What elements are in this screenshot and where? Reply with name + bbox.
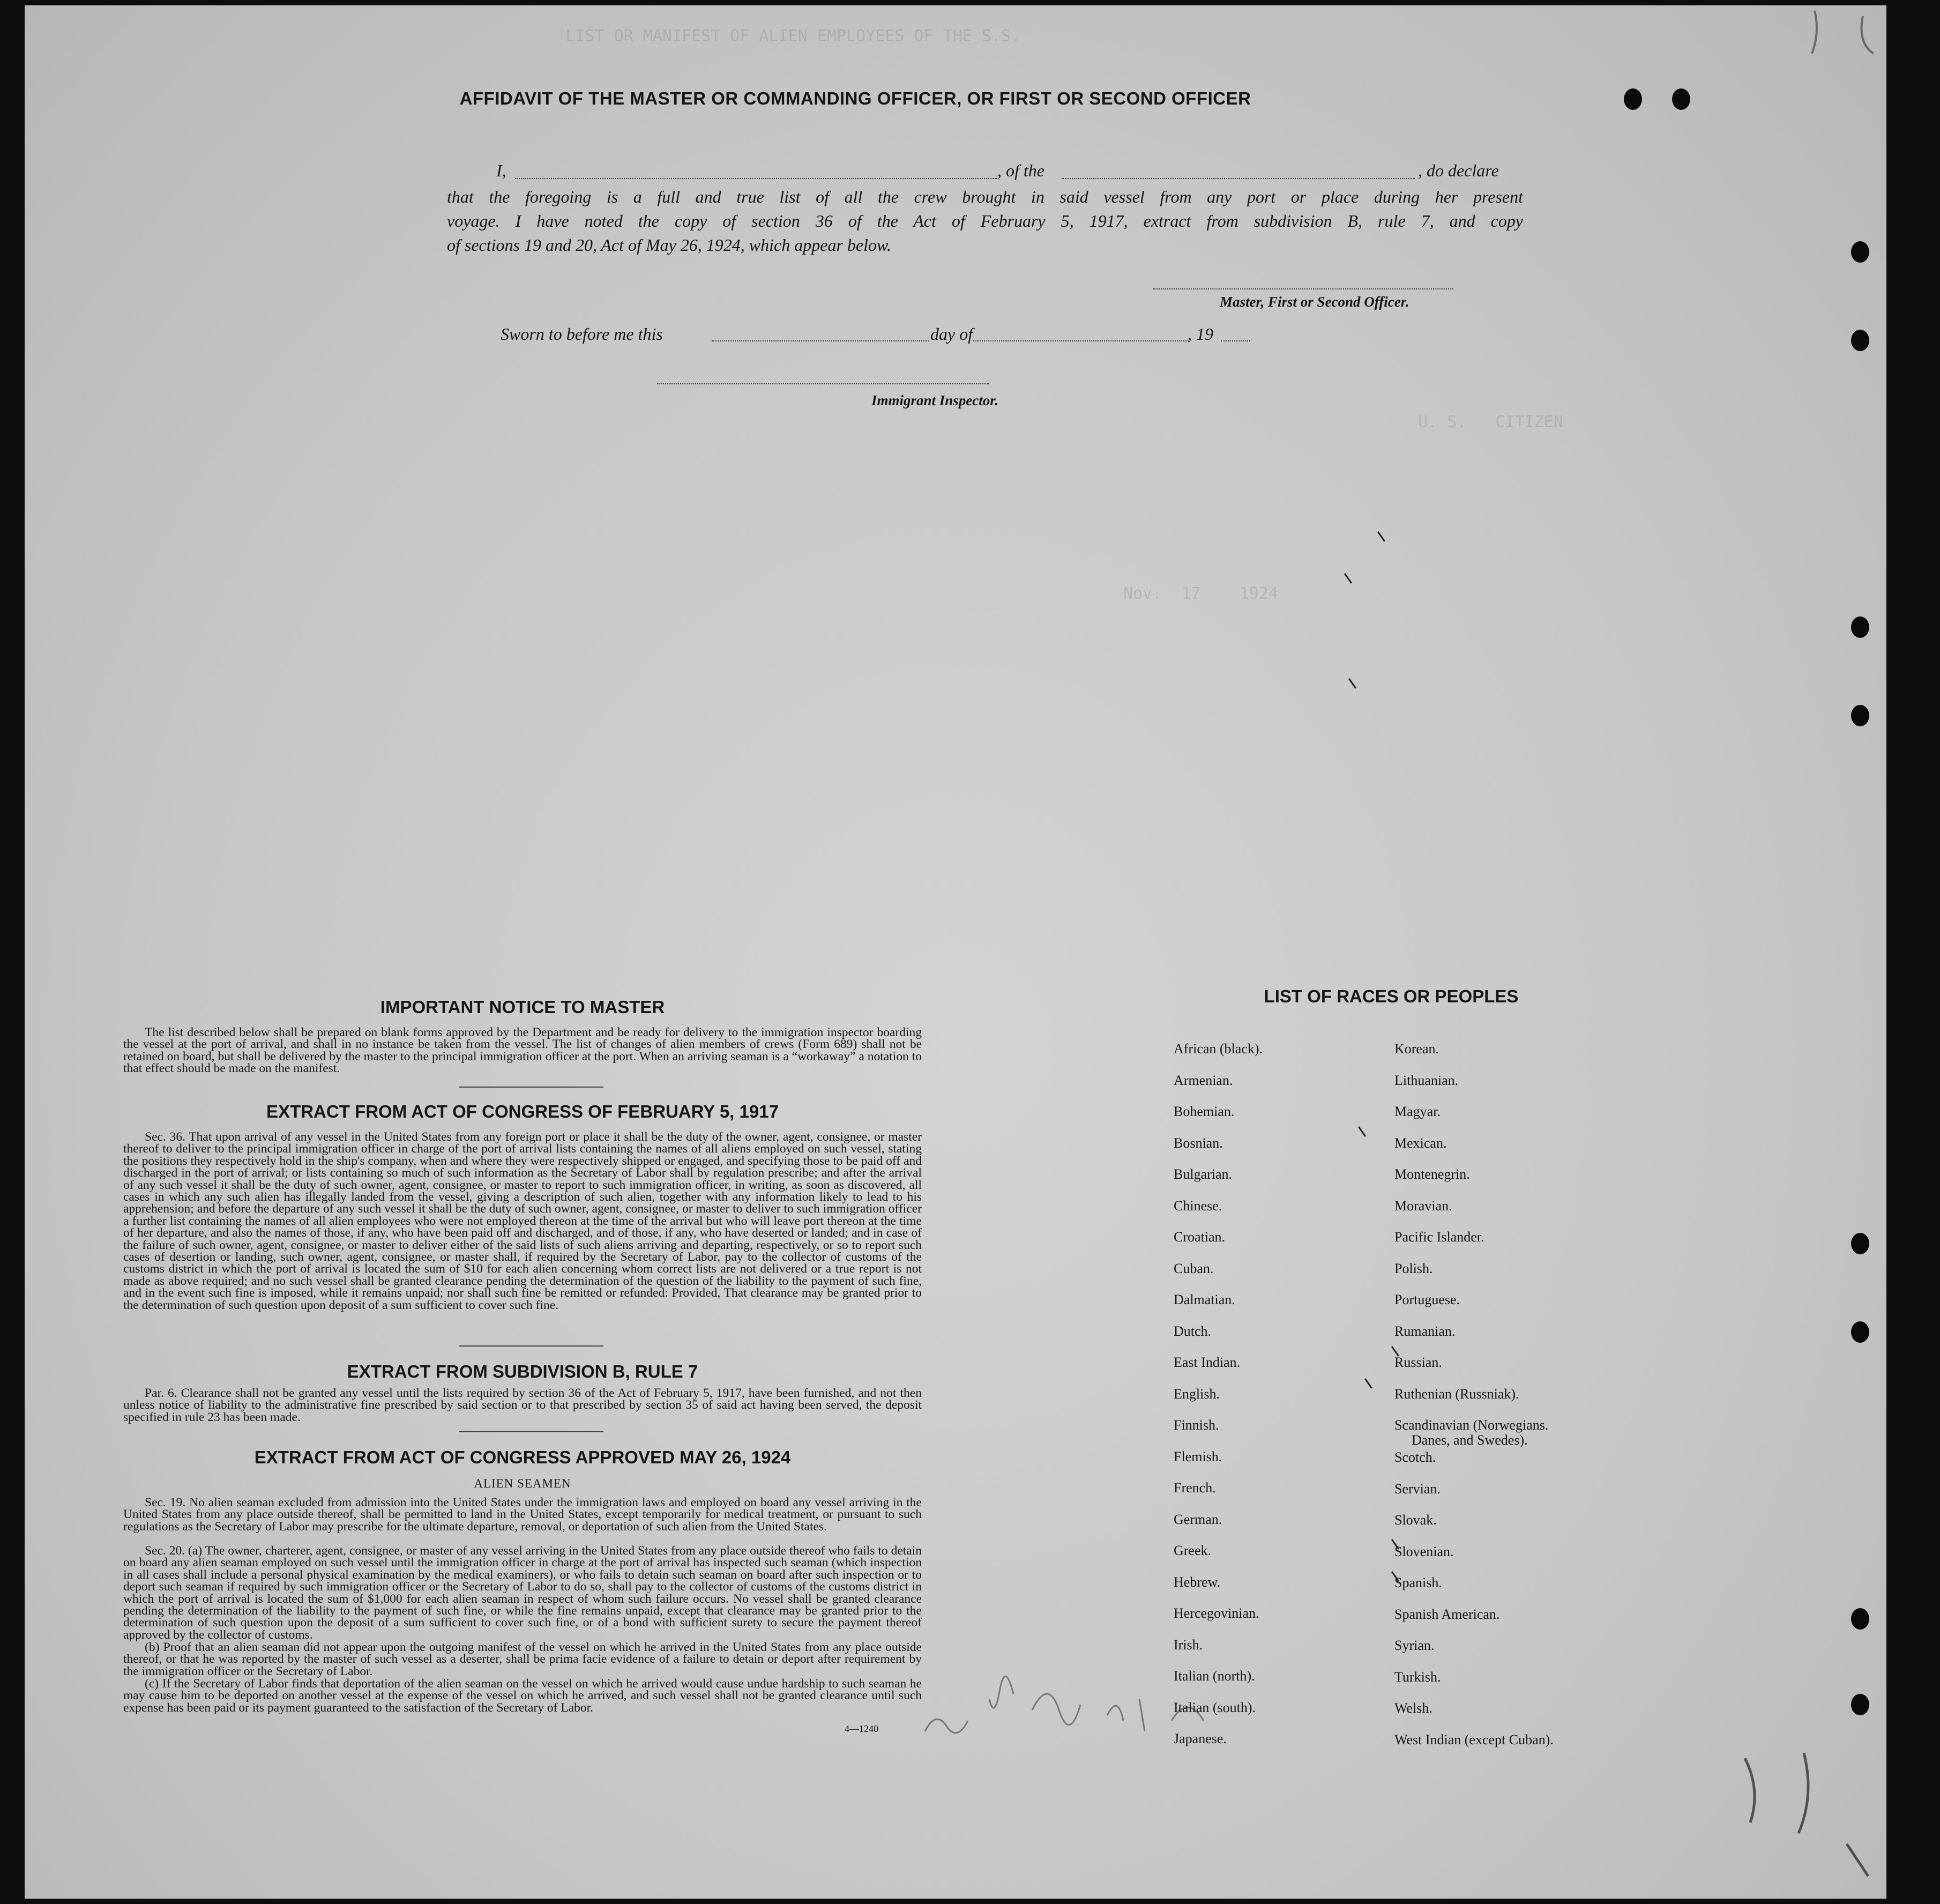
check-mark <box>1364 1378 1372 1389</box>
race-item: Italian (south). <box>1174 1699 1256 1715</box>
punch-hole <box>1851 705 1869 726</box>
race-item: French. <box>1174 1480 1216 1496</box>
race-item: Lithuanian. <box>1394 1072 1459 1088</box>
section-divider <box>459 1431 603 1432</box>
check-mark <box>1344 573 1352 584</box>
race-item: Danes, and Swedes). <box>1412 1432 1528 1448</box>
year-label: , 19 <box>1188 324 1213 344</box>
check-mark <box>1348 678 1356 689</box>
race-item: Bulgarian. <box>1174 1166 1233 1182</box>
master-signature-line[interactable] <box>1153 288 1453 289</box>
race-item: Spanish American. <box>1394 1606 1500 1622</box>
race-item: Rumanian. <box>1394 1323 1456 1339</box>
race-item: German. <box>1174 1511 1222 1527</box>
check-mark <box>1358 1126 1366 1137</box>
race-item: Portuguese. <box>1394 1292 1460 1307</box>
sworn-year-line[interactable] <box>1221 340 1250 341</box>
notice-title: IMPORTANT NOTICE TO MASTER <box>380 997 665 1017</box>
inspector-caption: Immigrant Inspector. <box>871 392 999 408</box>
punch-hole <box>1851 1608 1869 1630</box>
pencil-annotation <box>904 1635 1439 1753</box>
sec-20a-text: Sec. 20. (a) The owner, charterer, agent, consignee, or master of any vessel arriving in the United States from any place outside thereof who fails to detain on board any alien seaman employed on such vessel until the immigration officer in charge at the port of arrival has inspected such seaman (which inspection in all cases shall include a personal physical examination by the medical examiners), or who fails to detain such seaman on board after such inspection or to deport such seaman if required by such immigration officer or the Secretary of Labor to do so, shall pay to the collector of customs of the customs district in which the port of arrival is located the sum of $1,000 for each alien seaman in respect of whom such failure occurs. No vessel shall be granted clearance pending the determination of the liability to the payment of such fine, or while the fine remains unpaid, except that clearance may be granted prior to the determination of such question upon the deposit of a sum sufficient to cover such fine, or of a bond with sufficient surety to secure the payment thereof approved by the collector of customs. <box>123 1544 922 1642</box>
declarant-name-line[interactable] <box>515 178 997 179</box>
race-item: Croatian. <box>1174 1229 1226 1245</box>
punch-hole <box>1851 1321 1869 1343</box>
section-divider <box>459 1345 603 1347</box>
alien-seamen-subtitle: ALIEN SEAMEN <box>474 1477 571 1490</box>
form-number: 4—1240 <box>845 1723 878 1734</box>
form-sheet <box>25 5 1886 1899</box>
race-item: Cuban. <box>1174 1260 1214 1276</box>
affidavit-of-the-label: , of the <box>997 161 1044 180</box>
punch-hole <box>1851 1694 1869 1715</box>
affidavit-text-line4: of sections 19 and 20, Act of May 26, 1924, which appear below. <box>447 235 891 255</box>
race-item: African (black). <box>1174 1041 1263 1057</box>
affidavit-text-line2: that the foregoing is a full and true list of all the crew brought in said vessel from any port or place during her present <box>447 187 1523 206</box>
race-item: Dalmatian. <box>1174 1292 1235 1307</box>
race-item: Turkish. <box>1394 1669 1441 1685</box>
affidavit-declare-label: , do declare <box>1418 161 1499 180</box>
race-item: Korean. <box>1394 1041 1439 1057</box>
act-1924-title: EXTRACT FROM ACT OF CONGRESS APPROVED MAY 26, 1924 <box>254 1447 791 1467</box>
punch-hole <box>1624 88 1642 110</box>
race-item: Moravian. <box>1394 1198 1452 1214</box>
race-item: English. <box>1174 1386 1220 1402</box>
race-item: Italian (north). <box>1174 1668 1255 1684</box>
race-item: Welsh. <box>1394 1700 1432 1716</box>
race-item: Russian. <box>1394 1355 1442 1370</box>
punch-hole <box>1851 241 1869 263</box>
punch-hole <box>1851 330 1869 351</box>
act-1917-text: Sec. 36. That upon arrival of any vessel in the United States from any foreign port or place it shall be the duty of the owner, agent, consignee, or master thereof to deliver to the principal immigration officer in charge of the port of arrival lists containing the names of all aliens employed on such vessel, stating the positions they respectively hold in the ship's company, when and where they were respectively shipped or engaged, and specifying those to be paid off and discharged in the port of arrival; or lists containing so much of such information as the Secretary of Labor shall by regulation prescribe; and after the arrival of any such vessel it shall be the duty of such owner, agent, consignee, or master to report to such immigration officer, in writing, as soon as discovered, all cases in which any such alien has illegally landed from the vessel, giving a description of such alien, together with any information likely to lead to his apprehension; and before the departure of any such vessel it shall be the duty of such owner, agent, consignee, or master to deliver to such immigration officer a further list containing the names of all alien employees who were not employed thereon at the time of the arrival but who will leave port thereon at the time of her departure, and also the names of those, if any, who have been paid off and discharged, and of those, if any, who have deserted or landed; and in case of the failure of such owner, agent, consignee, or master to deliver either of the said lists of such aliens arriving and departing, respectively, or so to report such cases of desertion or landing, such owner, agent, consignee, or master shall, if required by the Secretary of Labor, pay to the collector of customs of the customs district in which the port of arrival is located the sum of $10 for each alien concerning whom correct lists are not delivered or a true report is not made as above required; and no such vessel shall be granted clearance pending the determination of the question of the liability to the payment of such fine, and in the event such fine is imposed, while it remains unpaid; nor shall such fine be remitted or refunded: Provided, That clearance may be granted prior to the determination of such question upon deposit of a sum sufficient to cover such fine. <box>123 1130 922 1312</box>
race-item: Magyar. <box>1394 1104 1441 1119</box>
master-caption: Master, First or Second Officer. <box>1220 294 1409 310</box>
race-item: Polish. <box>1394 1260 1433 1276</box>
race-item: Servian. <box>1394 1481 1441 1497</box>
sworn-day-line[interactable] <box>712 340 929 341</box>
bleed-through-top: LIST OR MANIFEST OF ALIEN EMPLOYEES OF THE S.S. <box>62 27 1021 46</box>
bleed-through-right-2: Nov. 17 1924 <box>1123 584 1278 603</box>
sec-20b-text: (b) Proof that an alien seaman did not appear upon the outgoing manifest of the vessel on which he arrived in the United States from any place outside thereof, or that he was reported by the master of such vessel as a deserter, shall be prima facie evidence of a failure to detain or deport after requirement by the immigration officer or the Secretary of Labor. <box>123 1640 922 1678</box>
sec-20c-text: (c) If the Secretary of Labor finds that deportation of the alien seaman on the vessel on which he arrived would cause undue hardship to such seaman he may cause him to be deported on another vessel at the expense of the vessel on which he arrived, and such vessel shall not be granted clearance until such expense has been paid or its payment guaranteed to the satisfaction of the Secretary of Labor. <box>123 1677 922 1715</box>
race-item: Bosnian. <box>1174 1135 1223 1151</box>
affidavit-text-line3: voyage. I have noted the copy of section 36 of the Act of February 5, 1917, extract from subdivision B, rule 7, and copy <box>447 211 1523 230</box>
rule-7-title: EXTRACT FROM SUBDIVISION B, RULE 7 <box>347 1362 698 1381</box>
race-item: Flemish. <box>1174 1448 1222 1464</box>
race-item: Slovenian. <box>1394 1543 1454 1559</box>
sworn-month-line[interactable] <box>973 340 1189 341</box>
race-item: Slovak. <box>1394 1512 1437 1528</box>
vessel-name-line[interactable] <box>1062 178 1415 179</box>
races-title: LIST OF RACES OR PEOPLES <box>1264 986 1519 1006</box>
race-item: East Indian. <box>1174 1355 1241 1370</box>
race-item: Mexican. <box>1394 1135 1447 1151</box>
race-item: Montenegrin. <box>1394 1166 1470 1182</box>
race-item: Bohemian. <box>1174 1104 1235 1119</box>
race-item: Japanese. <box>1174 1731 1227 1746</box>
corner-mark <box>1740 1737 1879 1898</box>
corner-mark <box>1782 5 1890 70</box>
race-item: Syrian. <box>1394 1638 1435 1653</box>
race-item: Chinese. <box>1174 1198 1222 1214</box>
punch-hole <box>1851 1233 1869 1254</box>
race-item: Scandinavian (Norwegians. <box>1394 1417 1549 1433</box>
race-item: Irish. <box>1174 1637 1203 1653</box>
punch-hole <box>1851 616 1869 638</box>
sec-19-text: Sec. 19. No alien seaman excluded from admission into the United States under the immigration laws and employed on board any vessel arriving in the United States from any place outside thereof, shall be permitted to land in the United States, except temporarily for medical treatment, or pursuant to such regulations as the Secretary of Labor may prescribe for the ultimate departure, removal, or deportation of such alien from the United States. <box>123 1496 922 1534</box>
race-item: West Indian (except Cuban). <box>1394 1731 1554 1747</box>
bleed-through-right: U. S. CITIZEN <box>1418 413 1563 432</box>
sworn-label: Sworn to before me this <box>501 324 663 344</box>
affidavit-i-label: I, <box>496 161 506 180</box>
race-item: Finnish. <box>1174 1417 1219 1433</box>
race-item: Armenian. <box>1174 1072 1233 1088</box>
inspector-signature-line[interactable] <box>657 383 989 384</box>
race-item: Dutch. <box>1174 1323 1212 1339</box>
race-item: Greek. <box>1174 1543 1212 1558</box>
race-item: Spanish. <box>1394 1575 1442 1590</box>
section-divider <box>459 1087 603 1088</box>
race-item: Ruthenian (Russniak). <box>1394 1386 1519 1402</box>
act-1917-title: EXTRACT FROM ACT OF CONGRESS OF FEBRUARY 5, 1917 <box>266 1102 779 1121</box>
check-mark <box>1377 531 1385 542</box>
race-item: Hercegovinian. <box>1174 1605 1259 1621</box>
punch-hole <box>1672 88 1690 110</box>
notice-text: The list described below shall be prepared on blank forms approved by the Department and be ready for delivery to the immigration inspector boarding the vessel at the port of arrival, and shall in no instance be taken from the vessel. The list of changes of alien members of crews (Form 689) shall not be retained on board, but shall be delivered by the master to the principal immigration officer at the port. When an arriving seaman is a “workaway” a notation to that effect should be made on the manifest. <box>123 1025 922 1076</box>
race-item: Hebrew. <box>1174 1574 1221 1590</box>
day-of-label: day of <box>930 324 973 344</box>
race-item: Pacific Islander. <box>1394 1229 1484 1245</box>
rule-7-text: Par. 6. Clearance shall not be granted any vessel until the lists required by section 36 of the Act of February 5, 1917, have been furnished, and not then unless notice of liability to the administrative fine prescribed by said section or to that prescribed by section 35 of said act having been served, the deposit specified in rule 23 has been made. <box>123 1386 922 1424</box>
race-item: Scotch. <box>1394 1449 1436 1465</box>
affidavit-title: AFFIDAVIT OF THE MASTER OR COMMANDING OFFICER, OR FIRST OR SECOND OFFICER <box>459 88 1251 108</box>
